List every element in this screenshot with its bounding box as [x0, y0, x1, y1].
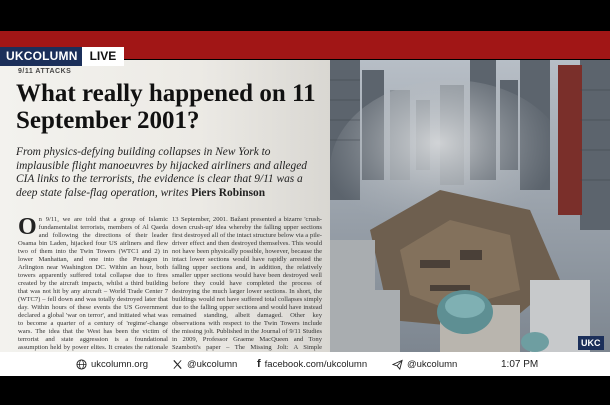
- live-badge: LIVE: [82, 47, 125, 66]
- column-2-text: 13 September, 2001. Bažant presented a bizarre 'crush-down crush-up' idea whereby the falling upper sections first destroyed all of the intact structure below via a pile-driver effect and then destroyed themselves. This would not have been physically possible, however, because the intact lower sections would have rapidly arrested the falling upper sections and, in addition, the relatively smaller upper sections would have been destroyed well before they could have completed the process of destroying the much larger lower sections. In short, the buildings would not have suffered total collapses simply due to the falling upper sections and would have instead remained standing, albeit damaged. Other key observations with respect to the Twin Towers include the missing jolt. Published in the Journal of 9/11 Studies in 2009, Professor Graeme MacQueen and Tony Szamboti's paper – The Missing Jolt: A Simple: [172, 216, 322, 351]
- article-standfirst: [16, 146, 326, 200]
- telegram-icon: [392, 359, 403, 370]
- clock-time: 1:07 PM: [501, 358, 539, 370]
- channel-brand: [0, 47, 124, 66]
- x-handle-text: @ukcolumn: [187, 358, 238, 370]
- x-item: [172, 352, 237, 376]
- website-item: [76, 352, 148, 376]
- website-text: ukcolumn.org: [91, 358, 149, 370]
- brand-logo: UKCOLUMN: [0, 47, 82, 66]
- facebook-item: [257, 352, 367, 376]
- facebook-icon: f: [257, 358, 261, 370]
- column-1-text: n 9/11, we are told that a group of Islamic fundamentalist terrorists, members of Al Qaeda and following the directions of their leader Osama bin Laden, hijacked four US airliners and flew two of them into the Twin Towers (WTC1 and 2) in lower Manhattan, and one into the Pentagon in Arlington near Washington DC. Within an hour, both towers apparently suffered total collapse due to fires created by the aircraft impacts, whilst a third building that was not hit by any aircraft – World Trade Center 7 (WTC7) – fell down and was totally destroyed later that day. Within hours of these events the US Government declared a global 'war on terror', and initiated what was to become a quarter of a century of 'regime'-change wars. The idea that the West has been the victim of terrorist and state aggression is a foundational assumption held by power elites. It creates the rationale: [18, 216, 168, 351]
- telegram-item: [392, 352, 457, 376]
- article-headline: What really happened on 11 September 2001?: [16, 80, 316, 134]
- telegram-text: @ukcolumn: [407, 358, 458, 370]
- social-footer: [0, 352, 610, 376]
- drop-cap: O: [18, 214, 37, 240]
- article-author: Piers Robinson: [191, 186, 266, 199]
- globe-icon: [76, 359, 87, 370]
- facebook-text: facebook.com/ukcolumn: [264, 358, 368, 370]
- article-column-2: [172, 216, 322, 352]
- article-kicker: 9/11 ATTACKS: [18, 68, 72, 75]
- watermark-logo: UKC: [578, 336, 604, 350]
- standfirst-text: From physics-defying building collapses in New York to implausible flight manoeuvres by hijacked airliners and alleged CIA links to the terrorists, the evidence is clear that 9/11 was a deep state false-flag operation, writes: [16, 146, 307, 199]
- x-logo-icon: [172, 359, 183, 370]
- magazine-article: [0, 60, 330, 352]
- article-column-1: [18, 216, 168, 352]
- ground-zero-photo: [330, 60, 610, 352]
